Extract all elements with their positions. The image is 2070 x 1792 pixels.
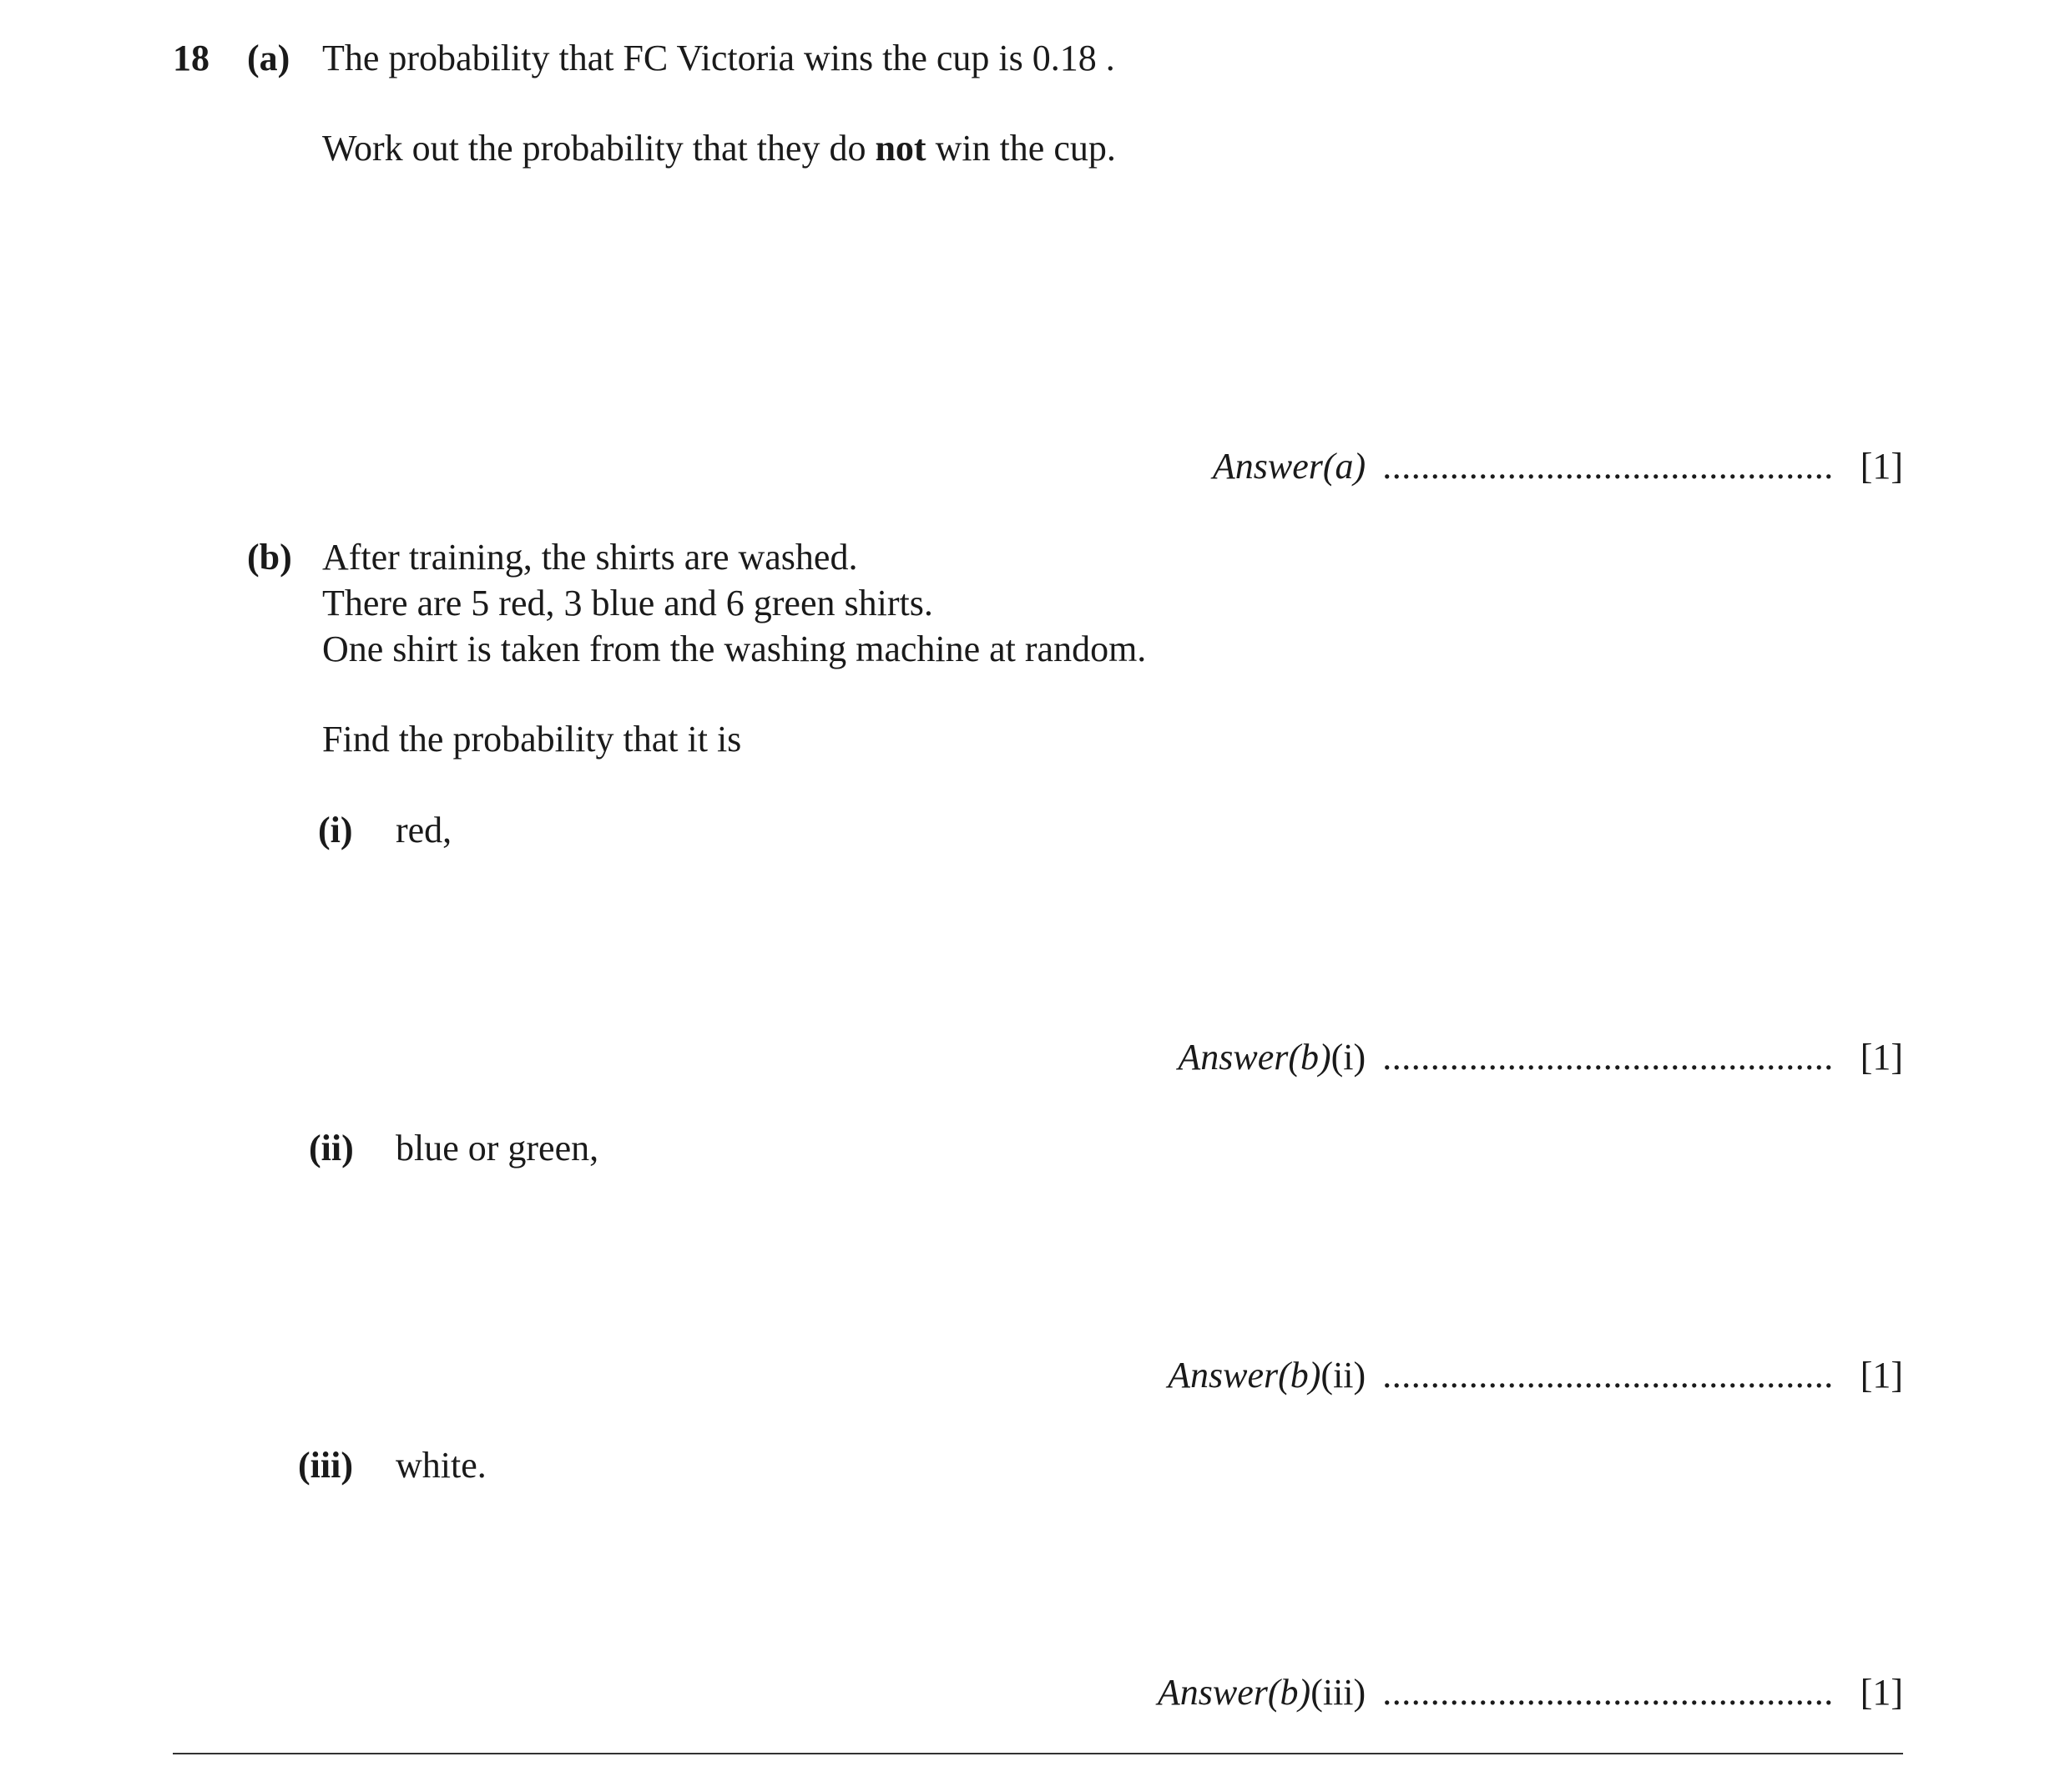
answer-line-b-ii[interactable] [1168, 1352, 1903, 1399]
answer-line-b-i[interactable] [1178, 1034, 1903, 1081]
answer-label: Answer(b)(i) [1178, 1037, 1366, 1078]
part-b-line-3: One shirt is taken from the washing machine at random. [322, 628, 1147, 669]
sub-iii-label: (iii) [298, 1445, 353, 1486]
part-b-label: (b) [247, 537, 292, 578]
sub-ii-text: blue or green, [396, 1128, 599, 1169]
instruction-emphasis: not [875, 128, 926, 169]
sub-ii-label: (ii) [309, 1128, 354, 1169]
answer-dots[interactable]: ............................................... [1382, 1355, 1834, 1396]
answer-dots[interactable]: ............................................... [1382, 1672, 1834, 1713]
part-b-line-2: There are 5 red, 3 blue and 6 green shirts. [322, 583, 933, 623]
part-b-line-1: After training, the shirts are washed. [322, 537, 858, 578]
question-number: 18 [173, 38, 210, 78]
answer-dots[interactable]: ............................................... [1382, 446, 1834, 487]
instruction-text-start: Work out the probability that they do [322, 128, 876, 169]
mark-allocation: [1] [1860, 1037, 1903, 1078]
instruction-text-end: win the cup. [926, 128, 1116, 169]
answer-line-b-iii[interactable] [1158, 1669, 1903, 1716]
mark-allocation: [1] [1860, 1355, 1903, 1396]
answer-dots[interactable]: ............................................... [1382, 1037, 1834, 1078]
sub-iii-text: white. [396, 1445, 487, 1486]
answer-line-a[interactable] [1213, 443, 1903, 490]
part-b-line-4: Find the probability that it is [322, 719, 742, 760]
part-a-instruction [322, 125, 1116, 172]
answer-label: Answer(a) [1212, 446, 1366, 487]
sub-i-text: red, [396, 810, 452, 851]
part-a-label: (a) [247, 38, 290, 78]
answer-label: Answer(b)(ii) [1168, 1355, 1366, 1396]
sub-i-label: (i) [318, 810, 353, 851]
answer-label: Answer(b)(iii) [1157, 1672, 1366, 1713]
mark-allocation: [1] [1860, 1672, 1903, 1713]
mark-allocation: [1] [1860, 446, 1903, 487]
bottom-divider [173, 1753, 1903, 1754]
part-a-statement: The probability that FC Victoria wins the cup is 0.18 . [322, 38, 1115, 78]
